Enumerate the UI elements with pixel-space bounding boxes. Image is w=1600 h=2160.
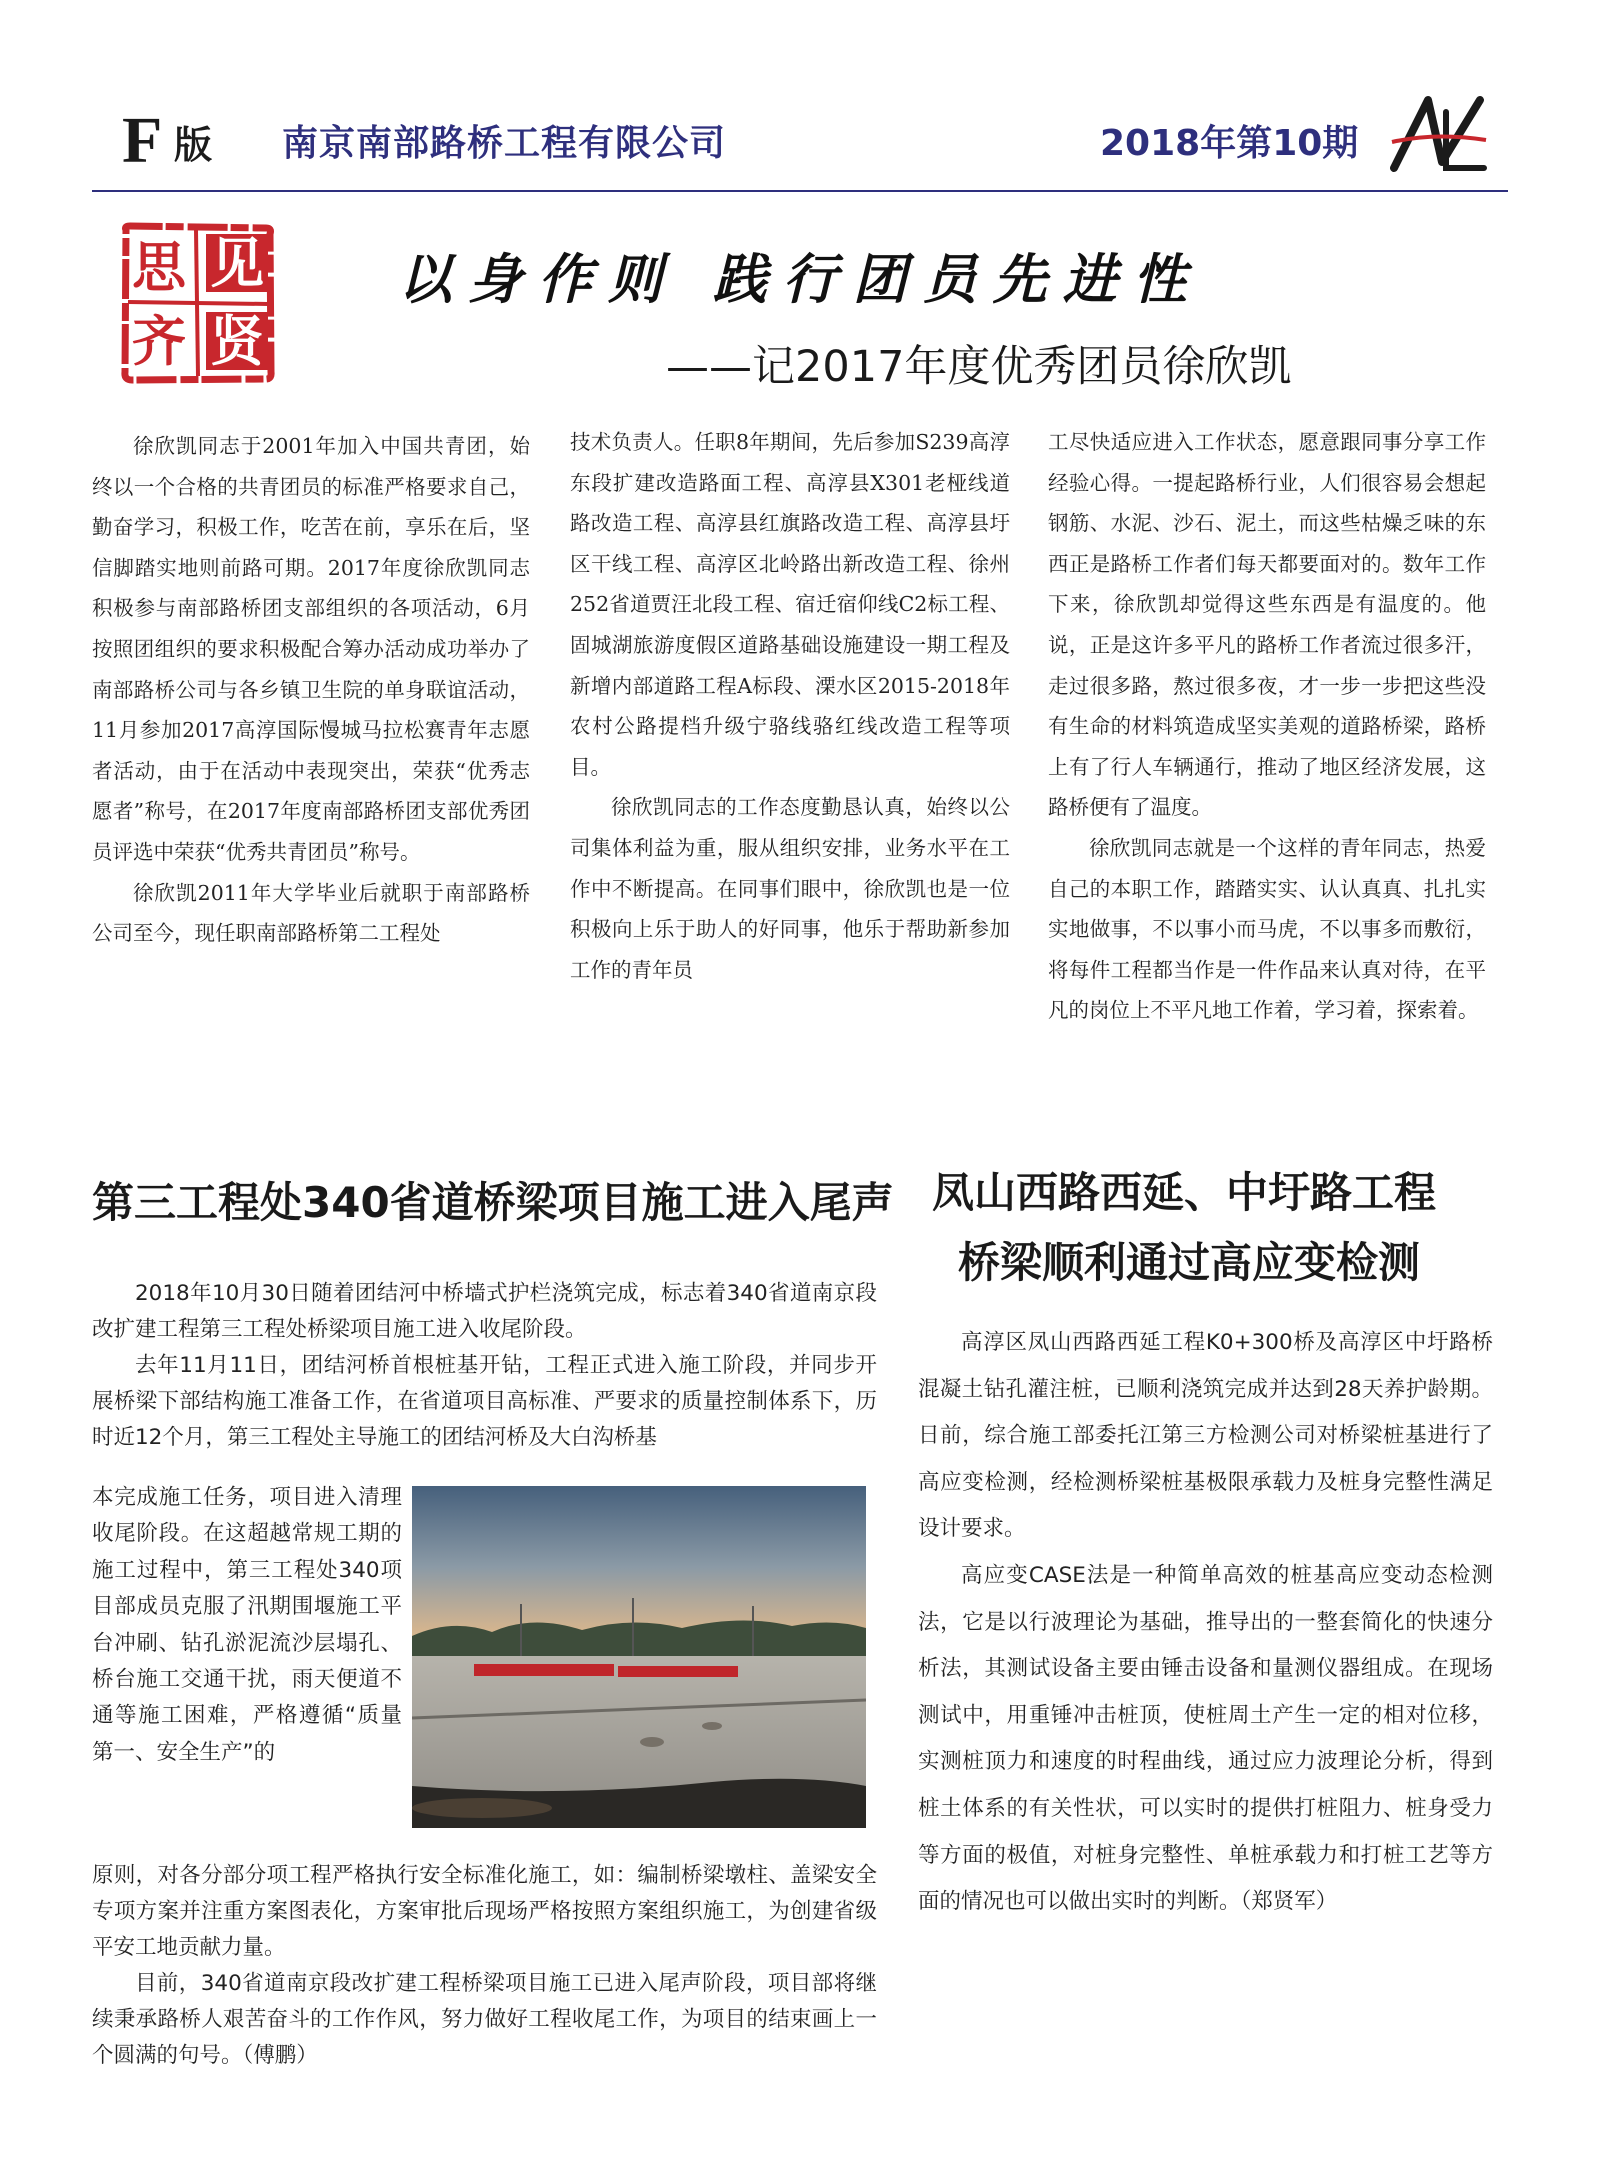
feature-column-3 [1048, 422, 1486, 1031]
edition-label: 版 [174, 122, 213, 167]
article2-paragraph: 高淳区凤山西路西延工程K0+300桥及高淳区中圩路桥混凝土钻孔灌注桩，已顺利浇筑完成并达到28天养护龄期。日前，综合施工部委托江第三方检测公司对桥梁桩基进行了高应变检测，经检测桥梁桩基极限承载力及桩身完整性满足设计要求。 [918, 1330, 1493, 1542]
feature-paragraph: 徐欣凯同志的工作态度勤恳认真，始终以公司集体利益为重，服从组织安排，业务水平在工作中不断提高。在同事们眼中，徐欣凯也是一位积极向上乐于助人的好同事，他乐于帮助新参加工作的青年员 [570, 795, 1010, 982]
feature-paragraph: 徐欣凯同志于2001年加入中国共青团，始终以一个合格的共青团员的标准严格要求自己，勤奋学习，积极工作，吃苦在前，享乐在后，坚信脚踏实地则前路可期。2017年度徐欣凯同志积极参与南部路桥团支部组织的各项活动，6月按照团组织的要求积极配合筹办活动成功举办了南部路桥公司与各乡镇卫生院的单身联谊活动，11月参加2017高淳国际慢城马拉松赛青年志愿者活动，由于在活动中表现突出，荣获“优秀志愿者”称号，在2017年度南部路桥团支部优秀团员评选中荣获“优秀共青团员”称号。 [92, 434, 530, 864]
seal-char-si: 思 [132, 235, 186, 299]
seal-char-qi: 齐 [132, 309, 186, 373]
issue-number: 2018年第10期 [1100, 123, 1359, 164]
article1-paragraph: 2018年10月30日随着团结河中桥墙式护栏浇筑完成，标志着340省道南京段改扩建工程第三工程处桥梁项目施工进入收尾阶段。 [92, 1281, 877, 1342]
feature-paragraph: 工尽快适应进入工作状态，愿意跟同事分享工作经验心得。一提起路桥行业，人们很容易会想起钢筋、水泥、沙石、泥土，而这些枯燥乏味的东西正是路桥工作者们每天都要面对的。数年工作下来，徐欣凯却觉得这些东西是有温度的。他说，正是这许多平凡的路桥工作者流过很多汗，走过很多路，熬过很多夜，才一步一步把这些没有生命的材料筑造成坚实美观的道路桥梁，路桥上有了行人车辆通行，推动了地区经济发展，这路桥便有了温度。 [1048, 430, 1486, 820]
article2-title-line1: 凤山西路西延、中圩路工程 [932, 1168, 1437, 1217]
article1-title: 第三工程处340省道桥梁项目施工进入尾声 [92, 1178, 894, 1227]
article1-body-top [92, 1276, 877, 1456]
article1-paragraph: 本完成施工任务，项目进入清理收尾阶段。在这超越常规工期的施工过程中，第三工程处340项目部成员克服了汛期围堰施工平台冲刷、钻孔淤泥流沙层塌孔、桥台施工交通干扰，雨天便道不通等施工困难，严格遵循“质量第一、安全生产”的 [92, 1485, 402, 1765]
company-name: 南京南部路桥工程有限公司 [282, 123, 727, 164]
feature-paragraph: 徐欣凯同志就是一个这样的青年同志，热爱自己的本职工作，踏踏实实、认认真真、扎扎实实地做事，不以事小而马虎，不以事多而敷衍，将每件工程都当作是一件作品来认真对待，在平凡的岗位上不平凡地工作着，学习着，探索着。 [1048, 835, 1486, 1023]
article2-body [918, 1320, 1493, 1926]
article1-body-bottom [92, 1858, 877, 2074]
edition-letter: F [122, 104, 163, 177]
article2-paragraph: 高应变CASE法是一种简单高效的桩基高应变动态检测法，它是以行波理论为基础，推导出的一整套简化的快速分析法，其测试设备主要由锤击设备和量测仪器组成。在现场测试中，用重锤冲击桩顶，使桩周土产生一定的相对位移，实测桩顶力和速度的时程曲线，通过应力波理论分析，得到桩土体系的有关性状，可以实时的提供打桩阻力、桩身受力等方面的极值，对桩身完整性、单桩承载力和打桩工艺等方面的情况也可以做出实时的判断。（郑贤军） [918, 1562, 1493, 1915]
feature-paragraph: 技术负责人。任职8年期间，先后参加S239高淳东段扩建改造路面工程、高淳县X301老桠线道路改造工程、高淳县红旗路改造工程、高淳县圩区干线工程、高淳区北岭路出新改造工程、徐州252省道贾汪北段工程、宿迁宿仰线C2标工程、固城湖旅游度假区道路基础设施建设一期工程及新增内部道路工程A标段、溧水区2015-2018年农村公路提档升级宁骆线骆红线改造工程等项目。 [570, 430, 1010, 779]
feature-paragraph: 徐欣凯2011年大学毕业后就职于南部路桥公司至今，现任职南部路桥第二工程处 [92, 880, 530, 946]
article1-paragraph: 目前，340省道南京段改扩建工程桥梁项目施工已进入尾声阶段，项目部将继续秉承路桥人艰苦奋斗的工作作风，努力做好工程收尾工作，为项目的结束画上一个圆满的句号。（傅鹏） [92, 1971, 877, 2068]
feature-column-1 [92, 426, 530, 954]
seal-char-xian: 贤 [206, 312, 268, 370]
seal-char-jian: 见 [206, 234, 268, 292]
article1-paragraph: 原则，对各分部分项工程严格执行安全标准化施工，如：编制桥梁墩柱、盖梁安全专项方案并注重方案图表化，方案审批后现场严格按照方案组织施工，为创建省级平安工地贡献力量。 [92, 1863, 877, 1960]
bridge-construction-photo [412, 1486, 866, 1828]
feature-subtitle: ——记2017年度优秀团员徐欣凯 [666, 342, 1292, 392]
article2-title-line2: 桥梁顺利通过高应变检测 [958, 1238, 1421, 1287]
seal-stamp [120, 222, 275, 384]
article1-paragraph: 去年11月11日，团结河桥首根桩基开钻，工程正式进入施工阶段，并同步开展桥梁下部结构施工准备工作，在省道项目高标准、严要求的质量控制体系下，历时近12个月，第三工程处主导施工的团结河桥及大白沟桥基 [92, 1353, 877, 1450]
feature-column-2 [570, 422, 1010, 990]
article1-body-wrap [92, 1480, 402, 1771]
company-logo-icon [1388, 92, 1488, 174]
feature-title: 以身作则 践行团员先进性 [398, 247, 1203, 311]
header-divider [92, 190, 1508, 192]
